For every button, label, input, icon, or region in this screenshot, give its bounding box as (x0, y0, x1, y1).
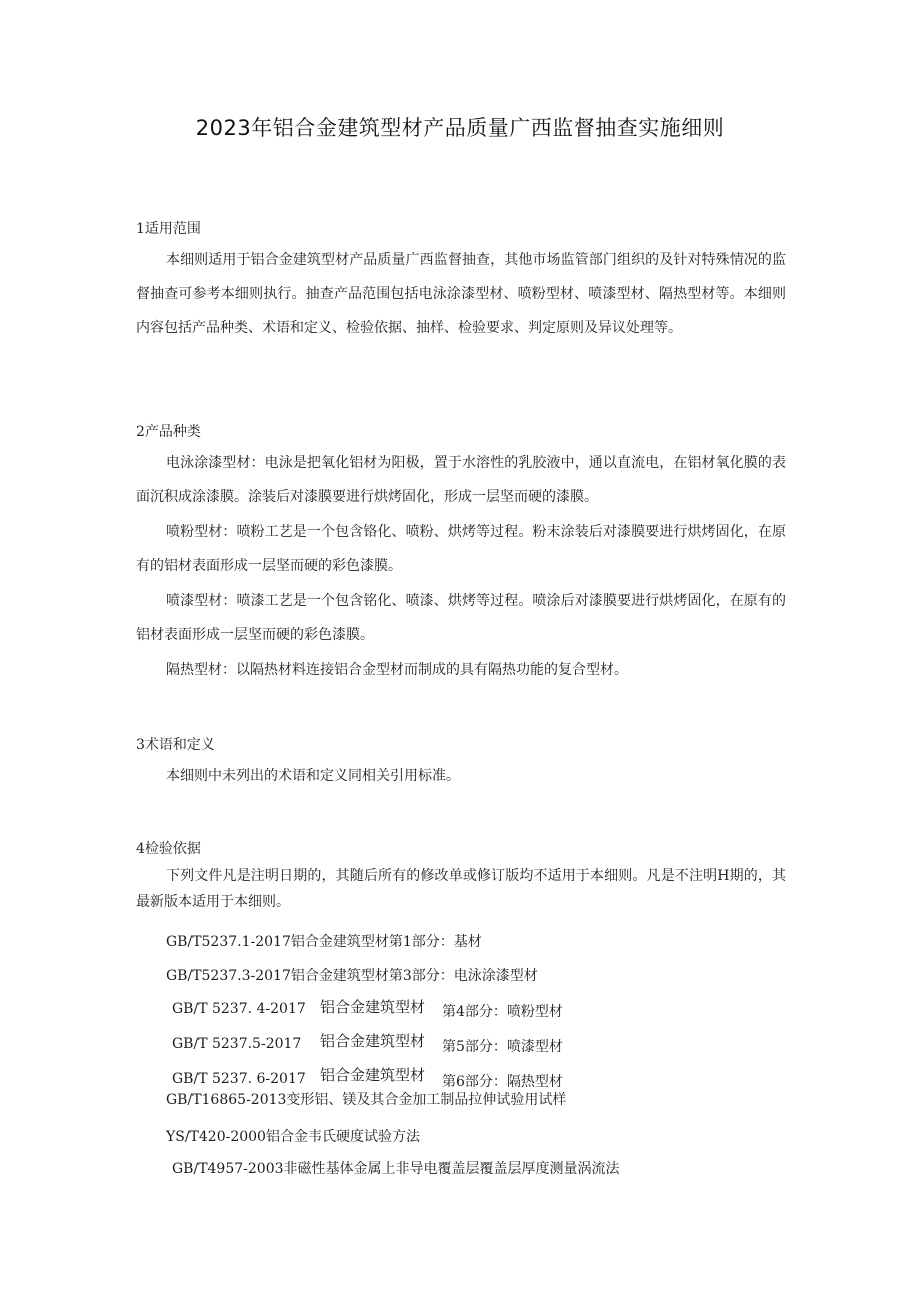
terms-paragraph: 本细则中未列出的术语和定义同相关引用标准。 (166, 768, 460, 784)
scope-paragraph: 本细则适用于铝合金建筑型材产品质量广西监督抽查，其他市场监管部门组织的及针对特殊情况的监督抽查可参考本细则执行。抽查产品范围包括电泳涂漆型材、喷粉型材、喷漆型材、隔热型材等。本细则内容包括产品种类、术语和定义、检验依据、抽样、检验要求、判定原则及异议处理等。 (136, 252, 786, 336)
standard-code: GB/T 5237. 6-2017 (172, 1071, 306, 1087)
standard-item: GB/T16865-2013变形铝、镁及其合金加工制品拉伸试验用试样 (166, 1092, 567, 1108)
standard-item: YS/T420-2000铝合金韦氏硬度试验方法 (166, 1129, 420, 1145)
product-electrophoresis-paragraph: 电泳涂漆型材：电泳是把氧化铝材为阳极，置于水溶性的乳胶液中，通以直流电，在铝材氧化膜的表面沉积成涂漆膜。涂装后对漆膜要进行烘烤固化，形成一层坚而硬的漆膜。 (136, 455, 786, 505)
standard-item: GB/T5237.3-2017铝合金建筑型材第3部分：电泳涂漆型材 (166, 968, 538, 984)
standard-name: 铝合金建筑型材 (320, 1066, 426, 1084)
section-heading-scope: 1适用范围 (136, 221, 201, 237)
basis-paragraph: 下列文件凡是注明日期的，其随后所有的修改单或修订版均不适用于本细则。凡是不注明H期的，其最新版本适用于本细则。 (136, 868, 786, 910)
standard-item: GB/T5237.1-2017铝合金建筑型材第1部分：基材 (166, 934, 482, 950)
standard-code: GB/T 5237.5-2017 (172, 1036, 302, 1052)
standard-part: 第6部分：隔热型材 (442, 1074, 563, 1090)
product-paint-paragraph: 喷漆型材：喷漆工艺是一个包含铭化、喷漆、烘烤等过程。喷涂后对漆膜要进行烘烤固化，在原有的铝材表面形成一层坚而硬的彩色漆膜。 (136, 593, 786, 643)
section-heading-terms: 3术语和定义 (136, 737, 215, 753)
standard-code: GB/T 5237. 4-2017 (172, 1001, 306, 1017)
product-powder-paragraph: 喷粉型材：喷粉工艺是一个包含铬化、喷粉、烘烤等过程。粉末涂装后对漆膜要进行烘烤固化，在原有的铝材表面形成一层坚而硬的彩色漆膜。 (136, 524, 786, 574)
product-insulation-paragraph: 隔热型材：以隔热材料连接铝合金型材而制成的具有隔热功能的复合型材。 (166, 662, 628, 678)
standard-name: 铝合金建筑型材 (320, 1032, 426, 1050)
standard-item: GB/T4957-2003非磁性基体金属上非导电覆盖层覆盖层厚度测量涡流法 (172, 1161, 620, 1177)
standard-name: 铝合金建筑型材 (320, 998, 426, 1016)
standard-part: 第4部分：喷粉型材 (442, 1004, 563, 1020)
section-heading-product-types: 2产品种类 (136, 424, 201, 440)
standard-part: 第5部分：喷漆型材 (442, 1039, 563, 1055)
section-heading-basis: 4检验依据 (136, 841, 201, 857)
document-title: 2023年铝合金建筑型材产品质量广西监督抽查实施细则 (195, 116, 725, 140)
